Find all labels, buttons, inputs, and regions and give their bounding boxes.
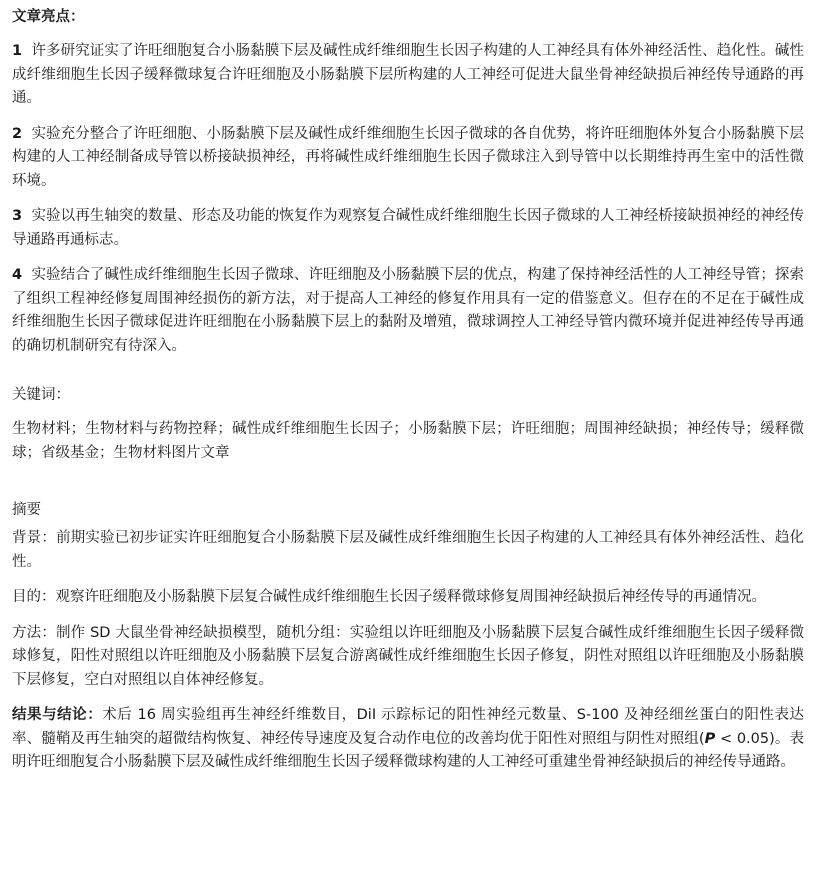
highlight-number: 2 (12, 125, 23, 142)
p-value-symbol: P (704, 730, 716, 747)
results-label: 结果与结论： (12, 707, 103, 723)
highlight-text: 实验以再生轴突的数量、形态及功能的恢复作为观察复合碱性成纤维细胞生长因子微球的人工神经桥接缺损神经的神经传导通路再通标志。 (12, 208, 804, 248)
highlight-number: 3 (12, 208, 23, 224)
background-text: 前期实验已初步证实许旺细胞复合小肠黏膜下层及碱性成纤维细胞生长因子构建的人工神经具有体外神经活性、趋化性。 (12, 530, 805, 570)
methods-text: 制作 SD 大鼠坐骨神经缺损模型，随机分组：实验组以许旺细胞及小肠黏膜下层复合碱性成纤维细胞生长因子缓释微球修复，阳性对照组以许旺细胞及小肠黏膜下层复合游离碱性成纤维细胞生长因子修复，阴性对照组以许旺细胞及小肠黏膜下层修复，空白对照组以自体神经修复。 (12, 624, 804, 688)
keywords-label: 关键词： (12, 387, 70, 403)
keywords-section (12, 384, 804, 465)
highlight-text: 许多研究证实了许旺细胞复合小肠黏膜下层及碱性成纤维细胞生长因子构建的人工神经具有体外神经活性、趋化性。碱性成纤维细胞生长因子缓释微球复合许旺细胞及小肠黏膜下层所构建的人工神经可促进大鼠坐骨神经缺损后神经传导通路的再通。 (12, 43, 804, 106)
results-text-part1: 术后 16 周实验组再生神经纤维数目，DiI 示踪标记的阳性神经元数量、S-100 及神经细丝蛋白的阳性表达率、髓鞘及再生轴突的超微结构恢复、神经传导速度及复合动作电位的改善均优于阳性对照组与阴性对照组( (12, 707, 804, 747)
highlights-title: 文章亮点： (12, 9, 85, 25)
methods-label: 方法： (12, 624, 56, 641)
results-text-part2: < 0.05)。表明许旺细胞复合小肠黏膜下层及碱性成纤维细胞生长因子缓释微球构建的人工神经可重建坐骨神经缺损后的神经传导通路。 (12, 730, 805, 770)
abstract-methods (12, 622, 804, 693)
objective-label: 目的： (12, 589, 56, 605)
highlight-number: 1 (12, 43, 23, 59)
highlights-section (12, 6, 804, 358)
highlight-text: 实验结合了碱性成纤维细胞生长因子微球、许旺细胞及小肠黏膜下层的优点，构建了保持神经活性的人工神经导管；探索了组织工程神经修复周围神经损伤的新方法，对于提高人工神经的修复作用具有一定的借鉴意义。但存在的不足在于碱性成纤维细胞生长因子微球促进许旺细胞在小肠黏膜下层上的黏附及增殖，微球调控人工神经导管内微环境并促进神经传导再通的确切机制研究有待深入。 (12, 267, 804, 354)
highlight-item (12, 205, 804, 252)
keywords-text: 生物材料；生物材料与药物控释；碱性成纤维细胞生长因子；小肠黏膜下层；许旺细胞；周围神经缺损；神经传导；缓释微球；省级基金；生物材料图片文章 (12, 421, 804, 461)
objective-text: 观察许旺细胞及小肠黏膜下层复合碱性成纤维细胞生长因子缓释微球修复周围神经缺损后神经传导的再通情况。 (55, 589, 766, 605)
highlight-item (12, 40, 804, 111)
highlight-number: 4 (12, 267, 23, 283)
highlight-text: 实验充分整合了许旺细胞、小肠黏膜下层及碱性成纤维细胞生长因子微球的各自优势，将许旺细胞体外复合小肠黏膜下层构建的人工神经制备成导管以桥接缺损神经，再将碱性成纤维细胞生长因子微球注入到导管中以长期维持再生室中的活性微环境。 (12, 125, 804, 189)
background-label: 背景： (12, 530, 57, 546)
highlight-item (12, 264, 804, 358)
abstract-section (12, 499, 804, 775)
abstract-results (12, 704, 804, 775)
abstract-background (12, 527, 804, 574)
highlight-item (12, 123, 804, 194)
abstract-label: 摘要 (12, 502, 41, 518)
abstract-objective (12, 586, 804, 610)
